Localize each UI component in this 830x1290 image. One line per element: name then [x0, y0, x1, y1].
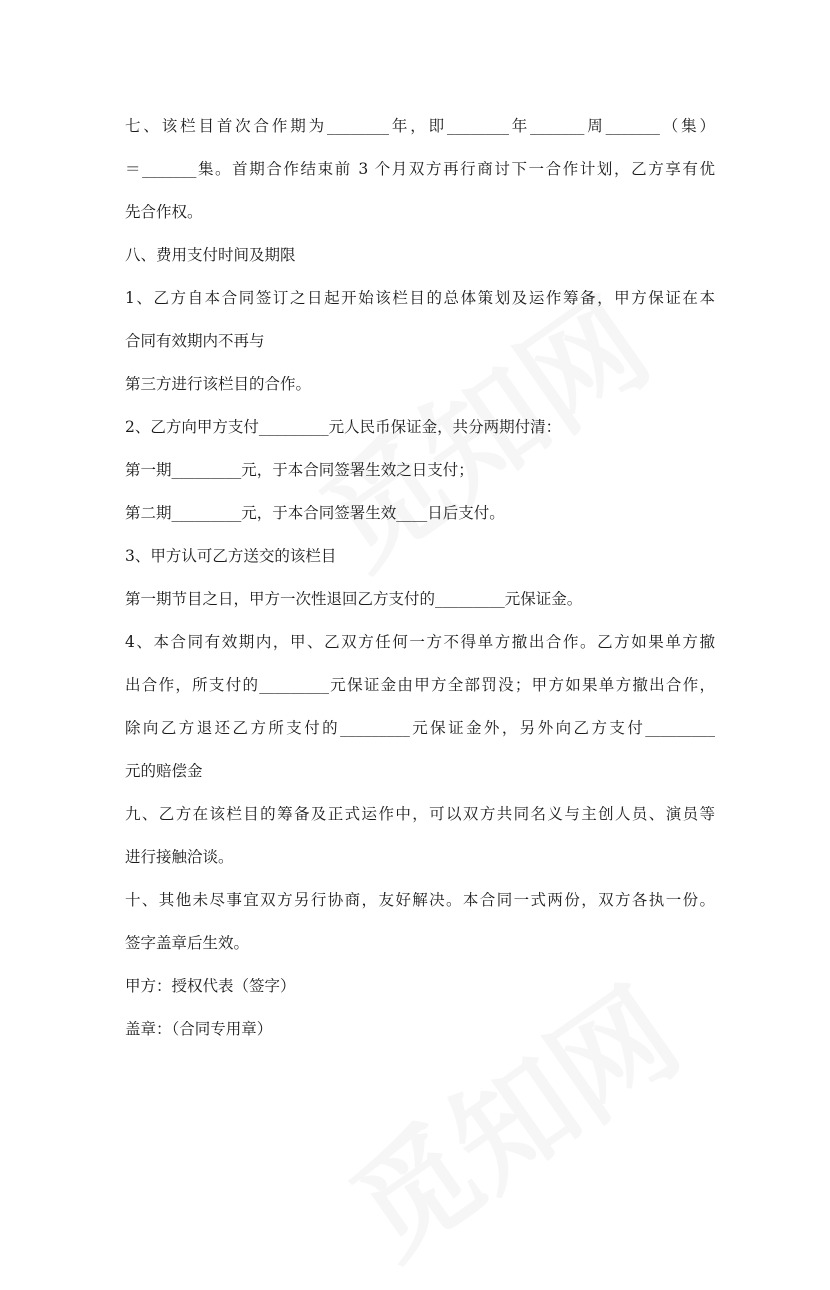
- clause-8-1-line-3: 第三方进行该栏目的合作。: [125, 375, 312, 393]
- clause-8-4-line-4: 元的赔偿金: [125, 762, 203, 780]
- payment-phase-2: 第二期_________元，于本合同签署生效____日后支付。: [125, 504, 505, 522]
- clause-8-1-line-1: 1、乙方自本合同签订之日起开始该栏目的总体策划及运作筹备，甲方保证在本: [125, 289, 715, 307]
- clause-8-3-line-2: 第一期节目之日，甲方一次性退回乙方支付的_________元保证金。: [125, 590, 583, 608]
- clause-8-2: 2、乙方向甲方支付_________元人民币保证金，共分两期付清：: [125, 418, 562, 436]
- section-10-line-1: 十、其他未尽事宜双方另行协商，友好解决。本合同一式两份，双方各执一份。: [125, 891, 715, 909]
- party-a-signature: 甲方：授权代表（签字）: [125, 977, 296, 995]
- section-8-heading: 八、费用支付时间及期限: [125, 246, 296, 264]
- clause-7-line-1: 七、该栏目首次合作期为________年，即________年_______周_______（集）: [125, 117, 715, 135]
- clause-8-4-line-1: 4、本合同有效期内，甲、乙双方任何一方不得单方撤出合作。乙方如果单方撤: [125, 633, 715, 651]
- clause-8-4-line-2: 出合作，所支付的_________元保证金由甲方全部罚没；甲方如果单方撤出合作，: [125, 676, 715, 694]
- payment-phase-1: 第一期_________元，于本合同签署生效之日支付；: [125, 461, 474, 479]
- section-9-line-2: 进行接触洽谈。: [125, 848, 234, 866]
- clause-8-3-line-1: 3、甲方认可乙方送交的该栏目: [125, 547, 337, 565]
- party-a-seal: 盖章：（合同专用章）: [125, 1020, 273, 1038]
- section-10-line-2: 签字盖章后生效。: [125, 934, 250, 952]
- clause-8-4-line-3: 除向乙方退还乙方所支付的_________元保证金外，另外向乙方支付_________: [125, 719, 715, 737]
- section-9-line-1: 九、乙方在该栏目的筹备及正式运作中，可以双方共同名义与主创人员、演员等: [125, 805, 715, 823]
- clause-7-line-2: ＝_______集。首期合作结束前 3 个月双方再行商讨下一合作计划，乙方享有优: [125, 160, 715, 178]
- clause-8-1-line-2: 合同有效期内不再与: [125, 332, 265, 350]
- clause-7-line-3: 先合作权。: [125, 203, 203, 221]
